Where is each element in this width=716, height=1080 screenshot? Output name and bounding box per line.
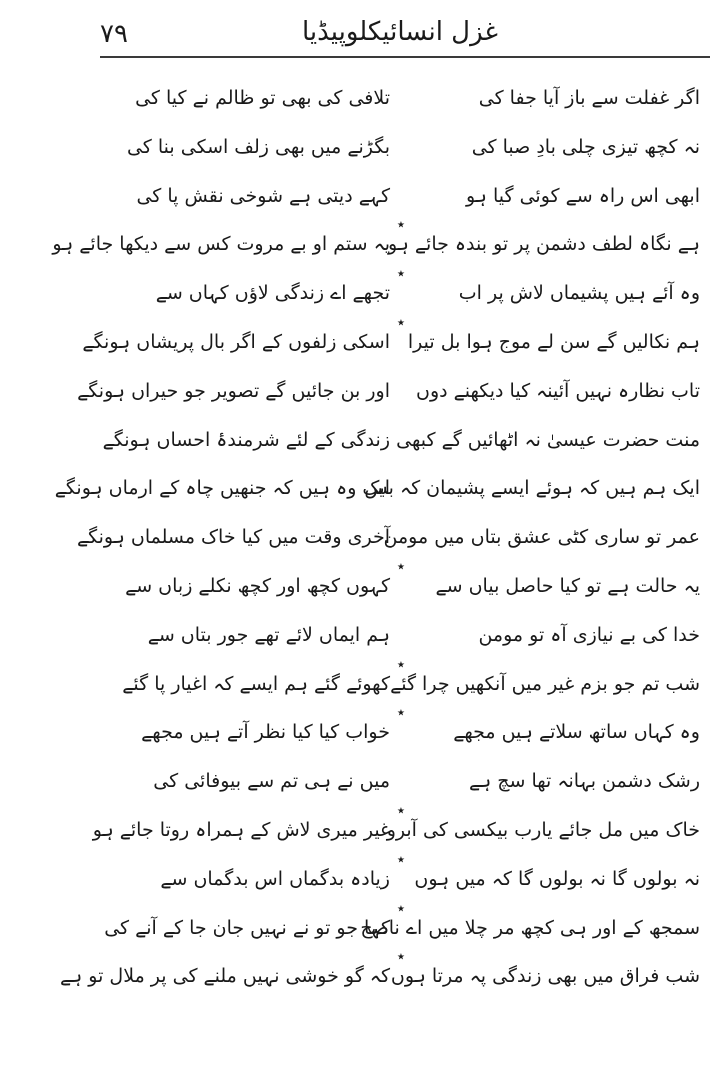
verse-marker-icon: ٭ [396, 849, 405, 868]
verse-text: خدا کی بے نیازی آہ تو مومن [478, 623, 700, 646]
left-verse-line [95, 654, 405, 709]
verse-marker-icon: ٭ [396, 947, 405, 966]
verse-text: شب تم جو بزم غیر میں آنکھیں چرا گئے [390, 672, 700, 695]
right-verse-line [386, 806, 700, 855]
page-number: ۷۹ [100, 19, 128, 49]
verse-text: عمر تو ساری کٹی عشق بتاں میں مومن [383, 526, 700, 549]
verse-text: یہ حالت ہے تو کیا حاصل بیاں سے [435, 574, 700, 597]
verse-text: اسکی زلفوں کے اگر بال پریشاں ہونگے [82, 330, 390, 353]
verse-text: تاب نظارہ نہیں آئینہ کیا دیکھنے دوں [416, 379, 700, 402]
verse-text: زندگی کے لئے شرمندۂ احساں ہونگے [102, 428, 390, 451]
verse-text: تلافی کی بھی تو ظالم نے کیا کی [135, 87, 390, 109]
verse-text: آخری وقت میں کیا خاک مسلماں ہونگے [76, 526, 390, 549]
verse-marker-icon: ٭ [396, 556, 405, 575]
verse-text: ابھی اس راہ سے کوئی گیا ہو [465, 184, 700, 207]
verse-marker-icon: ٭ [396, 654, 405, 673]
left-verse-line [95, 556, 405, 611]
verse-text: اور بن جائیں گے تصویر جو حیراں ہونگے [77, 379, 390, 402]
right-verse-line [400, 74, 700, 123]
right-verse-line [396, 416, 700, 465]
verse-text: بگڑنے میں بھی زلف اسکی بنا کی [126, 135, 390, 158]
right-verse-line [400, 611, 700, 660]
right-verse-line [400, 172, 700, 221]
left-verse-line [95, 703, 405, 757]
right-verse-line [400, 855, 700, 904]
verse-text: زیادہ بدگماں اس بدگماں سے [160, 867, 390, 890]
verse-text: ہے نگاہ لطف دشمن پر تو بندہ جائے ہو [387, 233, 700, 256]
verse-text: تجھے اے زندگی لاؤں کہاں سے [155, 282, 390, 305]
right-verse-line [400, 269, 700, 318]
right-verse-column [360, 74, 700, 1001]
running-head-title: غزل انسائیکلوپیڈیا [301, 17, 499, 47]
left-verse-column [52, 74, 405, 1001]
verse-marker-icon: ٭ [396, 215, 405, 234]
right-verse-line [383, 513, 700, 562]
left-verse-line [76, 513, 390, 562]
right-verse-line [360, 904, 700, 953]
right-verse-line [390, 952, 700, 1001]
header-rule [100, 56, 710, 58]
verse-text: یہ ستم او بے مروت کس سے دیکھا جائے ہو [52, 233, 390, 256]
left-verse-line [95, 849, 405, 904]
left-verse-line [95, 611, 390, 660]
verse-text: نہ کچھ تیزی چلی بادِ صبا کی [471, 135, 700, 158]
left-verse-line [54, 464, 390, 513]
right-verse-line [400, 367, 700, 416]
verse-marker-icon: ٭ [396, 898, 405, 917]
left-verse-line [95, 416, 390, 465]
left-verse-line [82, 312, 405, 367]
right-verse-line [400, 123, 700, 172]
verse-text: نہ بولوں گا نہ بولوں گا کہ میں ہوں [414, 867, 700, 890]
verse-text: وہ آئے ہیں پشیماں لاش پر اب [458, 282, 700, 305]
right-verse-line [400, 708, 700, 757]
left-verse-line [77, 367, 390, 416]
verse-text: اگر غفلت سے باز آیا جفا کی [478, 87, 700, 109]
verse-text: شب فراق میں بھی زندگی پہ مرتا ہوں [390, 965, 700, 988]
left-verse-line [95, 123, 390, 172]
verse-text: خواب کیا کیا نظر آتے ہیں مجھے [141, 721, 390, 744]
verse-text: کہ گو خوشی نہیں ملنے کی پر ملال تو ہے [59, 965, 390, 988]
verse-text: خاک میں مل جائے یارب بیکسی کی آبرو [386, 818, 700, 841]
left-verse-line [59, 947, 405, 1001]
verse-text: وہ کہاں ساتھ سلاتے ہیں مجھے [453, 721, 700, 744]
left-verse-line [95, 757, 390, 806]
right-verse-line [364, 464, 700, 513]
verse-text: کہا جو تو نے نہیں جان جا کے آنے کی [104, 916, 390, 939]
verse-text: منت حضرت عیسیٰ نہ اٹھائیں گے کبھی [396, 428, 700, 451]
verse-text: میں نے ہی تم سے بیوفائی کی [153, 770, 390, 793]
verse-text: کہوں کچھ اور کچھ نکلے زباں سے [125, 574, 390, 597]
verse-marker-icon: ٭ [396, 312, 405, 331]
left-verse-line [95, 898, 405, 953]
verse-text: غیر میری لاش کے ہمراہ روتا جائے ہو [92, 818, 390, 841]
left-verse-line [95, 74, 390, 123]
verse-marker-icon: ٭ [396, 264, 405, 283]
right-verse-line [400, 562, 700, 611]
verse-text: ہم ایماں لائے تھے جور بتاں سے [147, 623, 390, 646]
verse-text: کہے دیتی ہے شوخی نقش پا کی [136, 184, 390, 207]
right-verse-line [400, 757, 700, 806]
verse-text: ہم نکالیں گے سن لے موج ہوا بل تیرا [407, 330, 700, 353]
verse-text: کھوئے گئے ہم ایسے کہ اغیار پا گئے [122, 672, 390, 695]
verse-marker-icon: ٭ [396, 703, 405, 722]
verse-text: ایک وہ ہیں کہ جنھیں چاہ کے ارماں ہونگے [54, 477, 390, 500]
verse-marker-icon: ٭ [396, 800, 405, 819]
left-verse-line [52, 215, 405, 269]
verse-text: ایک ہم ہیں کہ ہوئے ایسے پشیمان کہ بس [364, 477, 700, 500]
verse-text: سمجھ کے اور ہی کچھ مر چلا میں اے ناصح [360, 916, 700, 939]
right-verse-line [390, 660, 700, 709]
left-verse-line [95, 264, 405, 318]
left-verse-line [95, 172, 390, 221]
right-verse-line [400, 318, 700, 367]
right-verse-line [387, 220, 700, 269]
verse-text: رشک دشمن بہانہ تھا سچ ہے [468, 770, 700, 793]
left-verse-line [92, 800, 405, 855]
